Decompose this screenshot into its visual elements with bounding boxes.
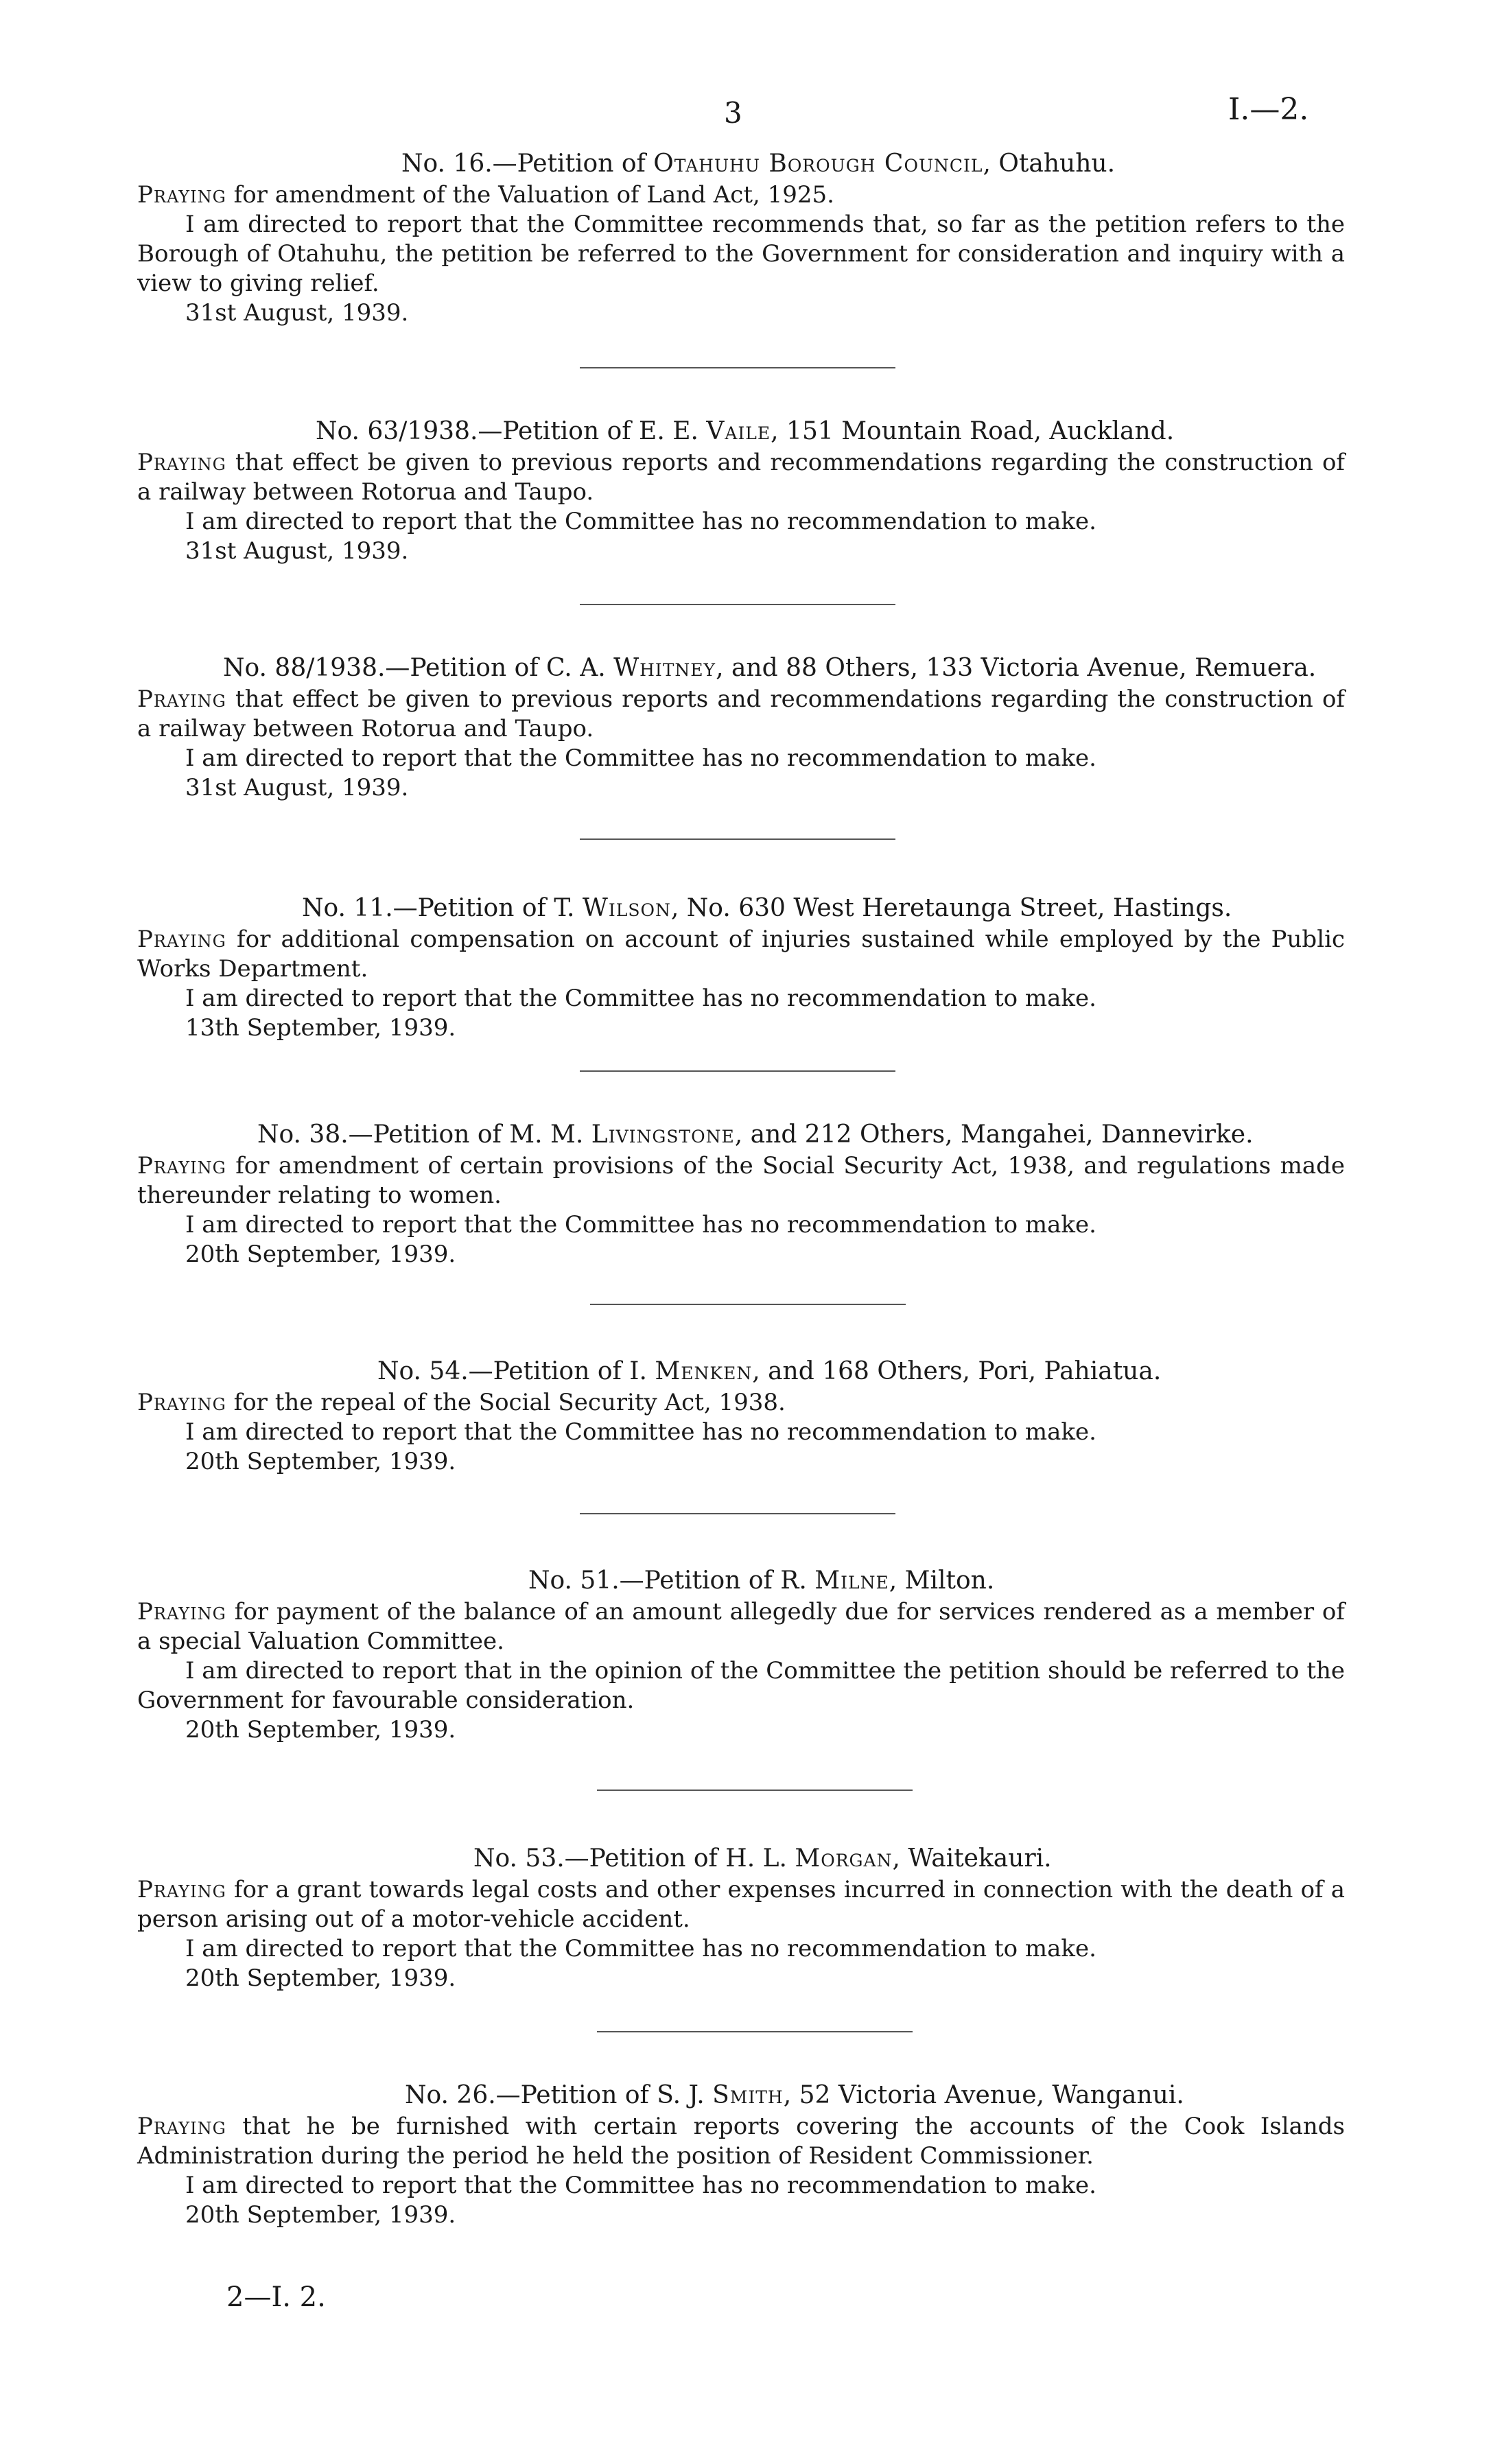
- report-date: 20th September, 1939.: [185, 1448, 456, 1475]
- petition-heading: No. 38.—Petition of M. M. Livingstone, and 212 Others, Mangahei, Dannevirke.: [257, 1120, 1254, 1149]
- praying-paragraph: Praying for the repeal of the Social Security Act, 1938.: [137, 1389, 786, 1416]
- report-paragraph: I am directed to report that in the opinion of the Committee the petition should be referred to the Government for favourable consideration.: [137, 1657, 1345, 1714]
- petition-heading: No. 26.—Petition of S. J. Smith, 52 Victoria Avenue, Wanganui.: [405, 2081, 1184, 2109]
- report-paragraph: I am directed to report that the Committee has no recommendation to make.: [185, 1418, 1096, 1446]
- praying-paragraph: Praying for payment of the balance of an amount allegedly due for services rendered as a member of a special Valuation Committee.: [137, 1598, 1345, 1655]
- report-date: 20th September, 1939.: [185, 1241, 456, 1268]
- report-date: 20th September, 1939.: [185, 1716, 456, 1744]
- report-date: 20th September, 1939.: [185, 2201, 456, 2229]
- petition-heading: No. 16.—Petition of Otahuhu Borough Council, Otahuhu.: [401, 150, 1116, 178]
- petition-entry: [137, 892, 1345, 1043]
- petition-entry: [137, 1842, 1345, 1993]
- report-date: 31st August, 1939.: [185, 774, 409, 801]
- report-paragraph: I am directed to report that the Committee has no recommendation to make.: [185, 2172, 1096, 2199]
- report-paragraph: I am directed to report that the Committee has no recommendation to make.: [185, 985, 1096, 1012]
- series-reference: I.—2.: [1228, 92, 1309, 127]
- petition-entry: [137, 415, 1345, 566]
- report-paragraph: I am directed to report that the Committee has no recommendation to make.: [185, 508, 1096, 535]
- petition-heading: No. 54.—Petition of I. Menken, and 168 Others, Pori, Pahiatua.: [377, 1357, 1162, 1385]
- petition-heading: No. 11.—Petition of T. Wilson, No. 630 West Heretaunga Street, Hastings.: [302, 894, 1232, 922]
- section-divider: [580, 1070, 895, 1072]
- petition-entry: [137, 1118, 1345, 1269]
- praying-paragraph: Praying for amendment of certain provisions of the Social Security Act, 1938, and regulations made thereunder relating to women.: [137, 1152, 1345, 1209]
- section-divider: [580, 838, 895, 840]
- report-date: 31st August, 1939.: [185, 299, 409, 327]
- section-divider: [580, 1513, 895, 1514]
- praying-paragraph: Praying that effect be given to previous reports and recommendations regarding the construction of a railway between Rotorua and Taupo.: [137, 685, 1345, 742]
- section-divider: [597, 1790, 913, 1791]
- section-divider: [590, 1304, 906, 1305]
- praying-paragraph: Praying for a grant towards legal costs and other expenses incurred in connection with the death of a person arising out of a motor-vehicle accident.: [137, 1876, 1345, 1933]
- petition-entry: [137, 2079, 1345, 2230]
- section-divider: [580, 604, 895, 605]
- section-divider: [580, 367, 895, 368]
- petition-entry: [137, 1564, 1345, 1745]
- praying-paragraph: Praying for additional compensation on account of injuries sustained while employed by the Public Works Department.: [137, 926, 1345, 983]
- report-date: 20th September, 1939.: [185, 1964, 456, 1992]
- petition-heading: No. 63/1938.—Petition of E. E. Vaile, 151 Mountain Road, Auckland.: [316, 417, 1175, 445]
- report-paragraph: I am directed to report that the Committee has no recommendation to make.: [185, 1211, 1096, 1239]
- petition-heading: No. 88/1938.—Petition of C. A. Whitney, and 88 Others, 133 Victoria Avenue, Remuera.: [223, 654, 1317, 682]
- page-number: 3: [724, 96, 742, 130]
- petition-entry: [137, 148, 1345, 328]
- petition-heading: No. 53.—Petition of H. L. Morgan, Waitekauri.: [473, 1844, 1052, 1873]
- report-date: 13th September, 1939.: [185, 1014, 456, 1042]
- report-paragraph: I am directed to report that the Committee has no recommendation to make.: [185, 744, 1096, 772]
- report-paragraph: I am directed to report that the Committee recommends that, so far as the petition refers to the Borough of Otahuhu, the petition be referred to the Government for consideration and inquiry with a view to giving relief.: [137, 211, 1345, 297]
- praying-paragraph: Praying that effect be given to previous reports and recommendations regarding the construction of a railway between Rotorua and Taupo.: [137, 449, 1345, 506]
- petition-heading: No. 51.—Petition of R. Milne, Milton.: [528, 1567, 995, 1595]
- petition-entry: [137, 652, 1345, 803]
- signature-mark: 2—I. 2.: [226, 2281, 326, 2313]
- report-paragraph: I am directed to report that the Committee has no recommendation to make.: [185, 1935, 1096, 1962]
- praying-paragraph: Praying for amendment of the Valuation of Land Act, 1925.: [137, 181, 834, 209]
- praying-paragraph: Praying that he be furnished with certain reports covering the accounts of the Cook Islands Administration during the period he held the position of Resident Commissioner.: [137, 2113, 1345, 2170]
- petition-entry: [137, 1355, 1345, 1477]
- section-divider: [597, 2031, 913, 2032]
- report-date: 31st August, 1939.: [185, 537, 409, 565]
